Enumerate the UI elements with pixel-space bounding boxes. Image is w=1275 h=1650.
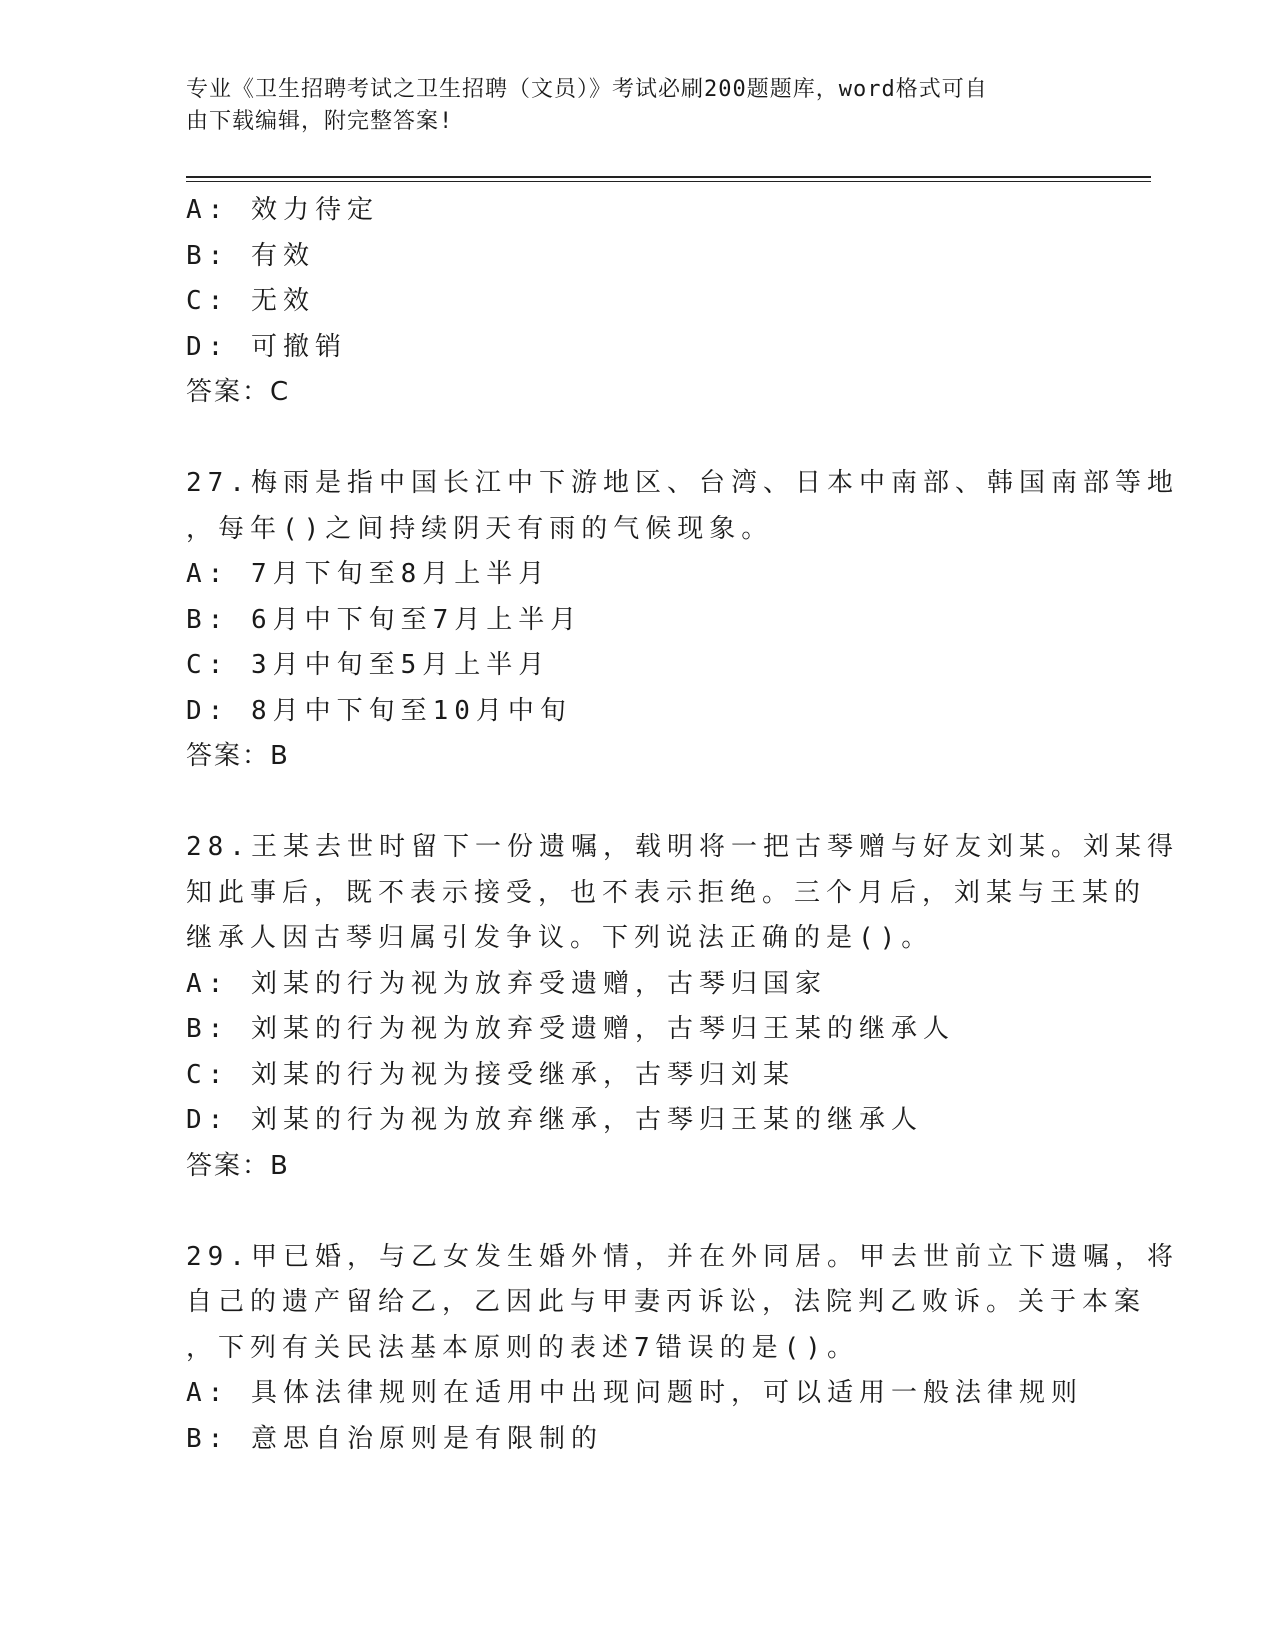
question-stem-line: 知此事后，既不表示接受，也不表示拒绝。三个月后，刘某与王某的 [186,877,1147,908]
spacer [186,416,1086,462]
header-line-2: 由下载编辑，附完整答案! [186,109,454,134]
header-divider-thick [186,176,1151,178]
option-a: A: 7月下旬至8月上半月 [186,559,551,589]
document-header [186,74,1086,138]
option-b: B: 6月中下旬至7月上半月 [186,604,583,635]
option-a: A: 刘某的行为视为放弃受遗赠，古琴归国家 [186,968,827,999]
question-26 [186,188,1086,416]
question-stem-line: 自己的遗产留给乙，乙因此与甲妻丙诉讼，法院判乙败诉。关于本案 [186,1287,1147,1317]
answer-line: 答案：C [186,377,291,407]
header-line-1: 专业《卫生招聘考试之卫生招聘（文员）》考试必刷200题题库，word格式可自 [186,77,988,102]
option-b: B: 意思自治原则是有限制的 [186,1423,603,1454]
option-d: D: 可撤销 [186,331,347,362]
question-28 [186,825,1179,1189]
header-divider-thin [186,181,1151,182]
question-stem-line: ，每年()之间持续阴天有雨的气候现象。 [186,513,774,544]
question-stem-line: 29.甲已婚，与乙女发生婚外情，并在外同居。甲去世前立下遗嘱，将 [186,1241,1179,1272]
spacer [186,780,1086,826]
answer-line: 答案：B [186,1150,290,1181]
option-a: A: 具体法律规则在适用中出现问题时，可以适用一般法律规则 [186,1378,1083,1408]
option-b: B: 刘某的行为视为放弃受遗赠，古琴归王某的继承人 [186,1014,955,1044]
question-27 [186,461,1179,780]
option-c: C: 刘某的行为视为接受继承，古琴归刘某 [186,1059,795,1090]
question-stem-line: 继承人因古琴归属引发争议。下列说法正确的是()。 [186,923,934,953]
option-c: C: 无效 [186,286,315,316]
option-d: D: 8月中下旬至10月中旬 [186,695,572,726]
option-b: B: 有效 [186,240,315,271]
answer-line: 答案：B [186,741,290,771]
option-d: D: 刘某的行为视为放弃继承，古琴归王某的继承人 [186,1105,923,1135]
question-stem-line: 27.梅雨是指中国长江中下游地区、台湾、日本中南部、韩国南部等地 [186,468,1179,498]
option-c: C: 3月中旬至5月上半月 [186,650,551,680]
option-a: A: 效力待定 [186,195,379,225]
question-stem-line: ，下列有关民法基本原则的表述7错误的是()。 [186,1332,859,1363]
question-29 [186,1235,1179,1463]
question-stem-line: 28.王某去世时留下一份遗嘱，载明将一把古琴赠与好友刘某。刘某得 [186,832,1179,862]
question-list [186,188,1179,1462]
spacer [186,1189,1086,1235]
